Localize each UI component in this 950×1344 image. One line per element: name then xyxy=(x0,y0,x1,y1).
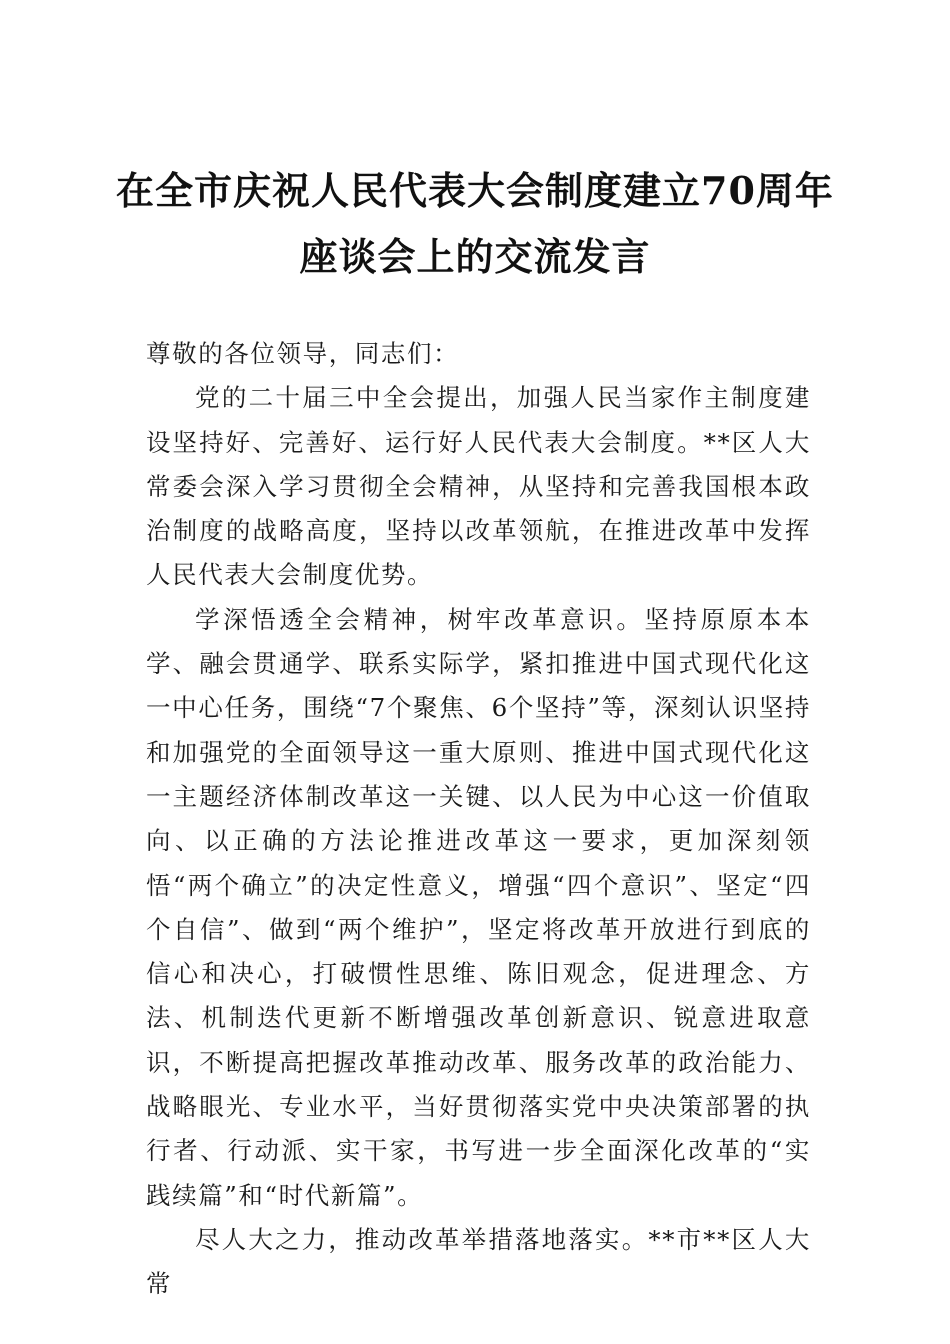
paragraph-intro: 党的二十届三中全会提出，加强人民当家作主制度建设坚持好、完善好、运行好人民代表大会制度。**区人大常委会深入学习贯彻全会精神，从坚持和完善我国根本政治制度的战略高度，坚持以改革领航，在推进改革中发挥人民代表大会制度优势。 xyxy=(146,383,811,590)
document-title-line-2: 座谈会上的交流发言 xyxy=(299,234,651,279)
paragraph-implement-reform: 尽人大之力，推动改革举措落地落实。**市**区人大常 xyxy=(146,1224,811,1299)
salutation: 尊敬的各位领导，同志们： xyxy=(146,339,460,368)
document-title-line-1: 在全市庆祝人民代表大会制度建立70周年 xyxy=(116,168,834,213)
paragraph-study-spirit: 学深悟透全会精神，树牢改革意识。坚持原原本本学、融会贯通学、联系实际学，紧扣推进中国式现代化这一中心任务，围绕“7个聚焦、6个坚持”等，深刻认识坚持和加强党的全面领导这一重大原则、推进中国式现代化这一主题经济体制改革这一关键、以人民为中心这一价值取向、以正确的方法论推进改革这一要求，更加深刻领悟“两个确立”的决定性意义，增强“四个意识”、坚定“四个自信”、做到“两个维护”，坚定将改革开放进行到底的信心和决心，打破惯性思维、陈旧观念，促进理念、方法、机制迭代更新不断增强改革创新意识、锐意进取意识，不断提高把握改革推动改革、服务改革的政治能力、战略眼光、专业水平，当好贯彻落实党中央决策部署的执行者、行动派、实干家，书写进一步全面深化改革的“实践续篇”和“时代新篇”。 xyxy=(146,604,811,1210)
document-body xyxy=(146,332,811,1307)
